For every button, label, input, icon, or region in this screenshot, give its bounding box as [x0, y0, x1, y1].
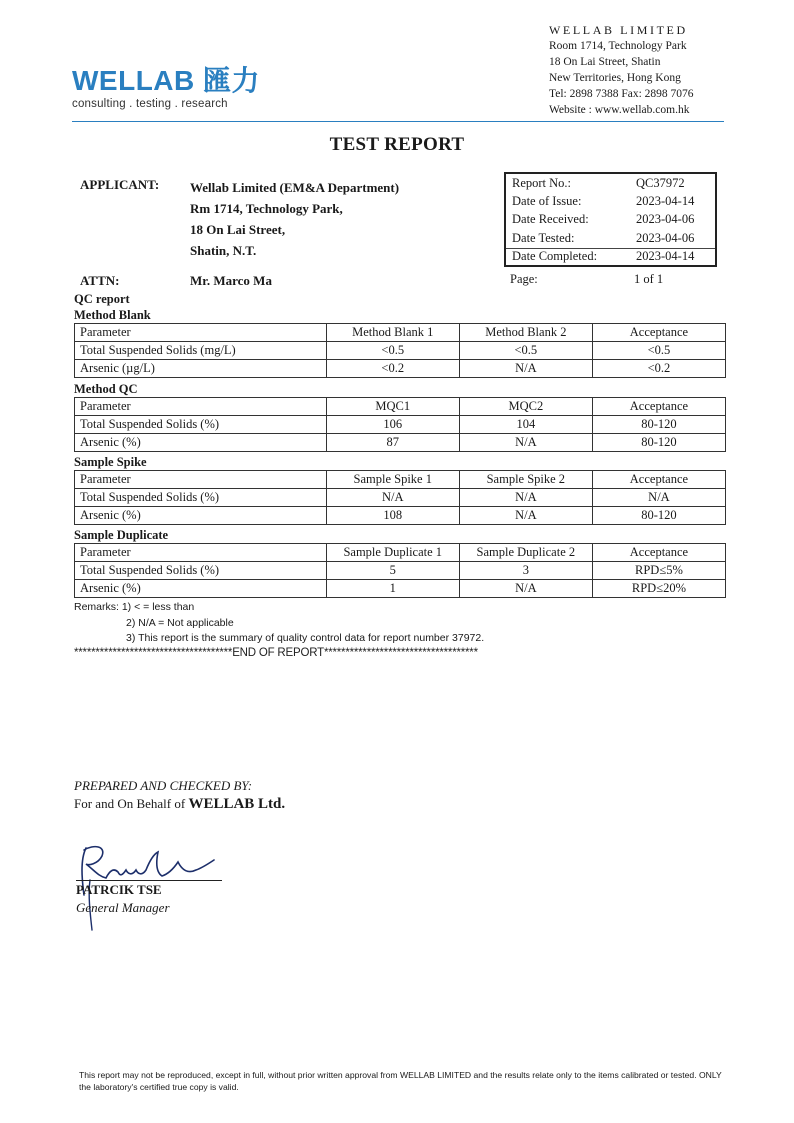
sample-spike-table	[74, 470, 726, 525]
page-label: Page:	[510, 272, 538, 286]
applicant-line: Wellab Limited (EM&A Department)	[190, 180, 400, 195]
applicant-label: APPLICANT:	[80, 177, 160, 192]
table-header-cell: Sample Duplicate 1	[326, 544, 459, 562]
table-cell: N/A	[459, 360, 592, 378]
table-cell: 1	[326, 580, 459, 598]
table-cell: <0.5	[459, 342, 592, 360]
logo-tagline: consulting . testing . research	[72, 98, 228, 110]
table-cell: Total Suspended Solids (%)	[75, 562, 327, 580]
applicant-line: Rm 1714, Technology Park,	[190, 201, 343, 216]
signer-name: PATRCIK TSE	[76, 882, 162, 897]
table-cell: <0.5	[326, 342, 459, 360]
table-cell: <0.2	[326, 360, 459, 378]
table-row	[75, 507, 726, 525]
logo-wordmark: WELLAB 匯力	[72, 65, 261, 96]
table-cell: N/A	[459, 434, 592, 452]
info-label: Date Completed:	[512, 249, 598, 263]
info-row-report-no	[506, 176, 715, 195]
phone-fax-line: Tel: 2898 7388 Fax: 2898 7076	[549, 88, 694, 100]
table-header-cell: Method Blank 2	[459, 324, 592, 342]
info-value: QC37972	[636, 176, 685, 190]
section-title-method-blank: Method Blank	[74, 308, 151, 322]
remark-line: 2) N/A = Not applicable	[126, 616, 234, 629]
table-cell: Arsenic (µg/L)	[75, 360, 327, 378]
report-title: TEST REPORT	[329, 134, 465, 155]
table-header-cell: Acceptance	[592, 544, 725, 562]
table-row	[75, 434, 726, 452]
table-cell: N/A	[459, 507, 592, 525]
table-row	[75, 580, 726, 598]
section-title-sample-spike: Sample Spike	[74, 455, 147, 469]
table-cell: N/A	[459, 489, 592, 507]
table-cell: 3	[459, 562, 592, 580]
table-cell: <0.5	[592, 342, 725, 360]
table-cell: RPD≤5%	[592, 562, 725, 580]
address-line: New Territories, Hong Kong	[549, 72, 681, 84]
attn-label: ATTN:	[80, 273, 120, 288]
prepared-checked-label: PREPARED AND CHECKED BY:	[74, 778, 253, 793]
table-header-cell: Sample Spike 1	[326, 471, 459, 489]
company-address-block	[549, 22, 694, 118]
on-behalf-line	[74, 796, 285, 813]
table-header-row	[75, 398, 726, 416]
info-row-date-of-issue	[506, 194, 715, 213]
qc-report-label: QC report	[74, 292, 130, 306]
table-cell: 80-120	[592, 416, 725, 434]
table-row	[75, 562, 726, 580]
sample-duplicate-table	[74, 543, 726, 598]
table-cell: Arsenic (%)	[75, 580, 327, 598]
footer-disclaimer: This report may not be reproduced, except in full, without prior written approval from WELLAB LIMITED and the results relate only to the items calibrated or tested. ONLY the laboratory's certified true copy is valid.	[79, 1070, 722, 1092]
table-cell: 5	[326, 562, 459, 580]
applicant-line: Shatin, N.T.	[190, 243, 257, 258]
remark-line: 3) This report is the summary of quality control data for report number 37972.	[126, 632, 485, 644]
header-divider	[72, 121, 724, 122]
table-header-row	[75, 324, 726, 342]
table-cell: Arsenic (%)	[75, 434, 327, 452]
table-cell: Total Suspended Solids (mg/L)	[75, 342, 327, 360]
info-value: 2023-04-14	[636, 194, 695, 208]
website-line: Website : www.wellab.com.hk	[549, 104, 690, 116]
address-line: Room 1714, Technology Park	[549, 40, 687, 52]
remarks	[74, 600, 484, 647]
applicant-line: 18 On Lai Street,	[190, 222, 286, 237]
table-cell: N/A	[459, 580, 592, 598]
table-cell: 80-120	[592, 507, 725, 525]
section-title-sample-duplicate: Sample Duplicate	[74, 528, 169, 542]
info-label: Date Tested:	[512, 231, 575, 245]
remark-line: Remarks: 1) < = less than	[74, 601, 195, 613]
info-value: 2023-04-06	[636, 212, 695, 226]
signer-title: General Manager	[76, 900, 170, 915]
table-cell: <0.2	[592, 360, 725, 378]
table-cell: 108	[326, 507, 459, 525]
table-cell: 106	[326, 416, 459, 434]
table-cell: Total Suspended Solids (%)	[75, 489, 327, 507]
applicant-address	[190, 177, 399, 261]
table-row	[75, 360, 726, 378]
page-value: 1 of 1	[634, 272, 664, 286]
table-header-cell: Sample Duplicate 2	[459, 544, 592, 562]
company-logo	[72, 66, 260, 110]
table-row	[75, 489, 726, 507]
info-label: Date Received:	[512, 212, 589, 226]
on-behalf-firm: WELLAB Ltd.	[188, 796, 286, 812]
table-header-cell: Method Blank 1	[326, 324, 459, 342]
on-behalf-prefix: For and On Behalf of	[74, 796, 189, 811]
table-header-cell: Parameter	[75, 398, 327, 416]
table-header-cell: Parameter	[75, 324, 327, 342]
table-header-row	[75, 471, 726, 489]
attn-value: Mr. Marco Ma	[190, 273, 272, 288]
method-qc-table	[74, 397, 726, 452]
end-of-report: *************************************END OF REPORT************************************	[74, 647, 478, 659]
table-header-cell: Sample Spike 2	[459, 471, 592, 489]
table-header-cell: Acceptance	[592, 324, 725, 342]
table-cell: 80-120	[592, 434, 725, 452]
info-row-date-received	[506, 212, 715, 231]
info-label: Report No.:	[512, 176, 572, 190]
company-name: WELLAB LIMITED	[549, 23, 688, 37]
table-row	[75, 342, 726, 360]
table-cell: 104	[459, 416, 592, 434]
address-line: 18 On Lai Street, Shatin	[549, 56, 661, 68]
table-header-cell: MQC2	[459, 398, 592, 416]
table-cell: Arsenic (%)	[75, 507, 327, 525]
table-header-cell: Acceptance	[592, 398, 725, 416]
table-header-cell: MQC1	[326, 398, 459, 416]
table-header-cell: Parameter	[75, 471, 327, 489]
table-row	[75, 416, 726, 434]
info-row-date-completed	[506, 249, 715, 268]
table-header-row	[75, 544, 726, 562]
table-cell: N/A	[592, 489, 725, 507]
table-cell: RPD≤20%	[592, 580, 725, 598]
info-label: Date of Issue:	[512, 194, 582, 208]
info-value: 2023-04-14	[636, 249, 695, 263]
signature-line	[76, 880, 222, 881]
table-header-cell: Acceptance	[592, 471, 725, 489]
method-blank-table	[74, 323, 726, 378]
table-header-cell: Parameter	[75, 544, 327, 562]
info-value: 2023-04-06	[636, 231, 695, 245]
section-title-method-qc: Method QC	[74, 382, 138, 396]
table-cell: N/A	[326, 489, 459, 507]
table-cell: Total Suspended Solids (%)	[75, 416, 327, 434]
report-info-box	[504, 172, 717, 267]
table-cell: 87	[326, 434, 459, 452]
